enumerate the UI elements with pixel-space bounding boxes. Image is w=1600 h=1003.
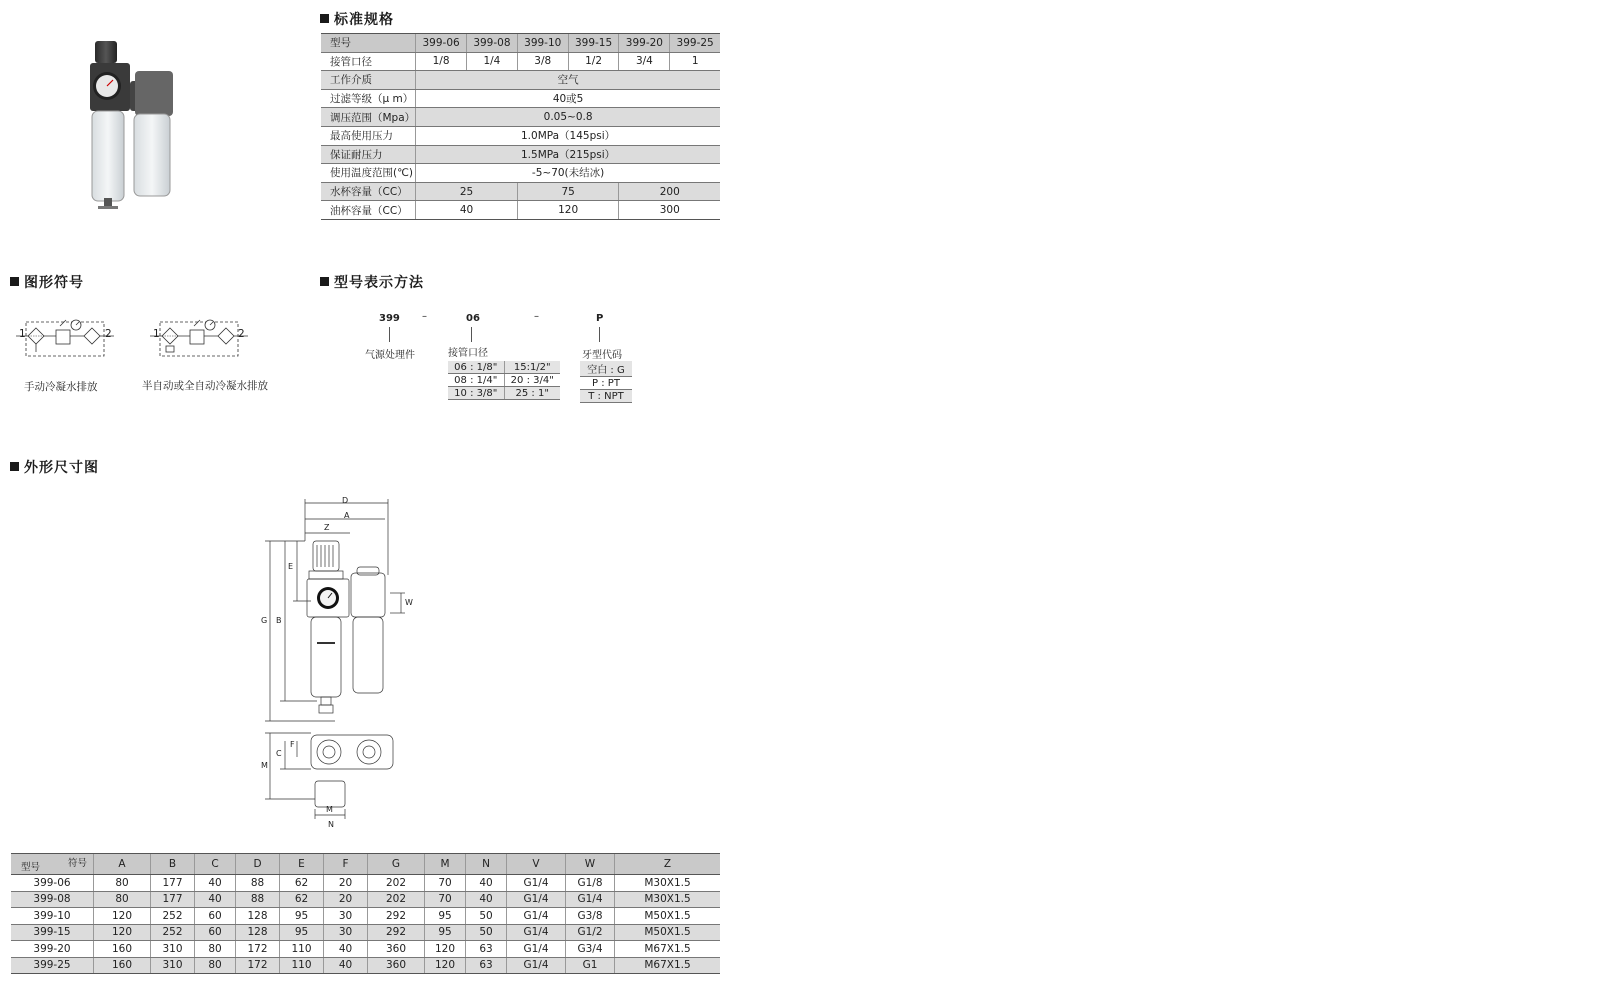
dim-cell: 110 [280,941,324,958]
dim-cell: G1/8 [566,875,615,892]
symbol-manual-drain [16,316,116,360]
dim-label-c: C [276,749,282,758]
port-option: 15:1/2" [504,361,560,374]
spec-row-label: 使用温度范围(℃) [321,164,416,183]
dim-cell: G3/8 [566,908,615,925]
dim-cell: 128 [236,924,280,941]
spec-row-label: 接管口径 [321,52,416,71]
dim-cell: 160 [94,957,151,974]
spec-water-value: 200 [619,182,720,201]
spec-model: 399-15 [568,34,619,53]
spec-port: 3/8 [517,52,568,71]
spec-row [321,164,720,183]
spec-water-value: 75 [517,182,619,201]
dim-corner-bottom: 型号 [21,862,41,873]
section-title-spec: 标准规格 [320,9,394,29]
dim-row-model: 399-25 [11,957,94,974]
dim-cell: 20 [324,891,368,908]
thread-option: T : NPT [580,390,632,403]
model-label-series: 气源处理件 [365,350,415,361]
dim-cell: 360 [368,957,425,974]
dim-cell: G1/4 [507,875,566,892]
spec-row [321,145,720,164]
dim-cell: G1/4 [507,924,566,941]
dim-label-b: B [276,616,282,625]
model-code-series: 399 [379,313,400,324]
dim-cell: 70 [425,875,466,892]
dim-label-g: G [261,616,268,625]
dim-corner [11,854,94,875]
model-connector [389,327,390,342]
dim-row-model: 399-06 [11,875,94,892]
spec-row-value: 40或5 [416,89,720,108]
model-port-options [448,361,560,400]
dim-col: E [280,854,324,875]
dim-cell: 95 [425,924,466,941]
spec-water-value: 25 [416,182,518,201]
spec-header-row [321,34,720,53]
dim-cell: 70 [425,891,466,908]
dim-row-model: 399-10 [11,908,94,925]
symbol-auto-drain [150,316,250,360]
dim-row-model: 399-08 [11,891,94,908]
dim-cell: 88 [236,891,280,908]
model-code-port: 06 [466,313,480,324]
dim-cell: 202 [368,875,425,892]
spec-port: 1/8 [416,52,467,71]
spec-port-row [321,52,720,71]
dim-header-row [11,854,720,875]
spec-water-row [321,182,720,201]
dim-cell: 63 [466,957,507,974]
dim-col: G [368,854,425,875]
dim-row [11,875,720,892]
dim-cell: 177 [151,891,195,908]
dim-col: C [195,854,236,875]
symbol-port-in-right: 1 [153,328,160,340]
port-option: 25 : 1" [504,387,560,400]
dim-label-e: E [288,562,294,571]
dim-cell: 160 [94,941,151,958]
spec-row-value: 1.5MPa（215psi） [416,145,720,164]
dim-cell: 95 [280,908,324,925]
dim-cell: 40 [466,891,507,908]
dim-col: F [324,854,368,875]
dim-cell: M50X1.5 [615,908,721,925]
dim-cell: 60 [195,924,236,941]
dim-col: W [566,854,615,875]
port-option: 10 : 3/8" [448,387,504,400]
dim-cell: G1/4 [507,908,566,925]
model-connector [599,327,600,342]
model-connector [471,327,472,342]
dim-cell: 88 [236,875,280,892]
spec-row-value: -5~70(未结冰) [416,164,720,183]
dim-row [11,891,720,908]
port-option: 20 : 3/4" [504,374,560,387]
symbol-port-out-left: 2 [105,328,112,340]
dim-label-d: D [342,496,349,505]
spec-row-value: 空气 [416,71,720,90]
dim-cell: 292 [368,908,425,925]
section-title-symbol: 图形符号 [10,272,84,292]
dim-col: D [236,854,280,875]
spec-oil-value: 300 [619,201,720,220]
dim-cell: 177 [151,875,195,892]
spec-row-label: 调压范围（Mpa） [321,108,416,127]
dim-row-model: 399-20 [11,941,94,958]
dim-cell: 50 [466,908,507,925]
dim-col: Z [615,854,721,875]
dim-cell: 40 [324,957,368,974]
dim-cell: 62 [280,891,324,908]
spec-row-label: 油杯容量（CC） [321,201,416,220]
dim-cell: 30 [324,924,368,941]
section-title-dimension: 外形尺寸图 [10,457,99,477]
model-code-thread: P [596,313,604,324]
dim-col: N [466,854,507,875]
dim-row [11,908,720,925]
dim-cell: 40 [466,875,507,892]
dim-cell: G1 [566,957,615,974]
symbol-caption-left: 手动冷凝水排放 [24,381,98,393]
model-label-thread: 牙型代码 [582,350,622,361]
dim-cell: M30X1.5 [615,891,721,908]
spec-row-label: 水杯容量（CC） [321,182,416,201]
dim-cell: M67X1.5 [615,957,721,974]
spec-port: 1/2 [568,52,619,71]
spec-port: 1/4 [467,52,518,71]
dim-cell: 310 [151,957,195,974]
dim-cell: G1/4 [507,891,566,908]
product-photo [80,36,185,216]
thread-option: P : PT [580,377,632,390]
dim-cell: 292 [368,924,425,941]
dim-cell: 80 [195,941,236,958]
symbol-caption-right: 半自动或全自动冷凝水排放 [142,380,268,392]
dim-row [11,941,720,958]
spec-row-value: 0.05~0.8 [416,108,720,127]
dim-cell: 95 [425,908,466,925]
symbol-port-out-right: 2 [238,328,245,340]
dim-label-z: Z [324,523,330,532]
dim-label-m2: M [326,805,333,814]
spec-port: 1 [670,52,720,71]
dim-col: B [151,854,195,875]
dim-cell: 62 [280,875,324,892]
dim-cell: 172 [236,957,280,974]
dim-cell: G3/4 [566,941,615,958]
model-thread-options [580,361,632,403]
dim-cell: 40 [195,875,236,892]
dim-cell: 110 [280,957,324,974]
dim-cell: M67X1.5 [615,941,721,958]
dim-col: M [425,854,466,875]
dim-cell: 60 [195,908,236,925]
dim-cell: 40 [324,941,368,958]
dim-label-n: N [328,820,334,829]
spec-port: 3/4 [619,52,670,71]
dim-cell: 20 [324,875,368,892]
spec-model: 399-10 [517,34,568,53]
dim-cell: 80 [94,891,151,908]
dim-cell: G1/4 [566,891,615,908]
dim-cell: G1/4 [507,957,566,974]
spec-oil-value: 40 [416,201,518,220]
dim-label-w: W [405,598,413,607]
dim-col: A [94,854,151,875]
dim-cell: M50X1.5 [615,924,721,941]
spec-row [321,89,720,108]
spec-oil-value: 120 [517,201,619,220]
spec-row-value: 1.0MPa（145psi） [416,126,720,145]
dim-cell: 50 [466,924,507,941]
dim-cell: 360 [368,941,425,958]
spec-model: 399-25 [670,34,720,53]
dim-cell: 80 [195,957,236,974]
spec-header-label: 型号 [321,34,416,53]
dim-corner-top: 符号 [67,858,87,869]
port-option: 08 : 1/4" [448,374,504,387]
spec-oil-row [321,201,720,220]
dim-cell: 202 [368,891,425,908]
dimension-drawing [255,493,425,833]
dimension-table [11,853,720,974]
dim-cell: G1/2 [566,924,615,941]
section-title-model: 型号表示方法 [320,272,424,292]
model-code-sep: – [534,311,539,322]
dim-cell: G1/4 [507,941,566,958]
model-label-port: 接管口径 [448,348,488,359]
spec-row-label: 工作介质 [321,71,416,90]
thread-option: 空白 : G [580,361,632,377]
model-code-sep: – [422,311,427,322]
dim-cell: 120 [425,957,466,974]
spec-row-label: 过滤等级（μ m） [321,89,416,108]
dim-cell: 40 [195,891,236,908]
port-option: 06 : 1/8" [448,361,504,374]
dim-col: V [507,854,566,875]
dim-cell: 252 [151,908,195,925]
symbol-port-in-left: 1 [19,328,26,340]
dim-cell: 172 [236,941,280,958]
spec-model: 399-06 [416,34,467,53]
dim-cell: 252 [151,924,195,941]
dim-label-m: M [261,761,268,770]
spec-row-label: 最高使用压力 [321,126,416,145]
spec-row [321,108,720,127]
spec-table [321,33,720,220]
dim-cell: 30 [324,908,368,925]
dim-cell: M30X1.5 [615,875,721,892]
dim-label-a: A [344,511,350,520]
dim-cell: 95 [280,924,324,941]
spec-row [321,71,720,90]
dim-cell: 63 [466,941,507,958]
dim-cell: 310 [151,941,195,958]
dim-row-model: 399-15 [11,924,94,941]
dim-row [11,924,720,941]
dim-cell: 120 [425,941,466,958]
dim-cell: 120 [94,924,151,941]
spec-model: 399-20 [619,34,670,53]
spec-model: 399-08 [467,34,518,53]
dim-cell: 128 [236,908,280,925]
dim-cell: 120 [94,908,151,925]
dim-label-f: F [290,740,295,749]
dim-row [11,957,720,974]
spec-row-label: 保证耐压力 [321,145,416,164]
dim-cell: 80 [94,875,151,892]
spec-row [321,126,720,145]
